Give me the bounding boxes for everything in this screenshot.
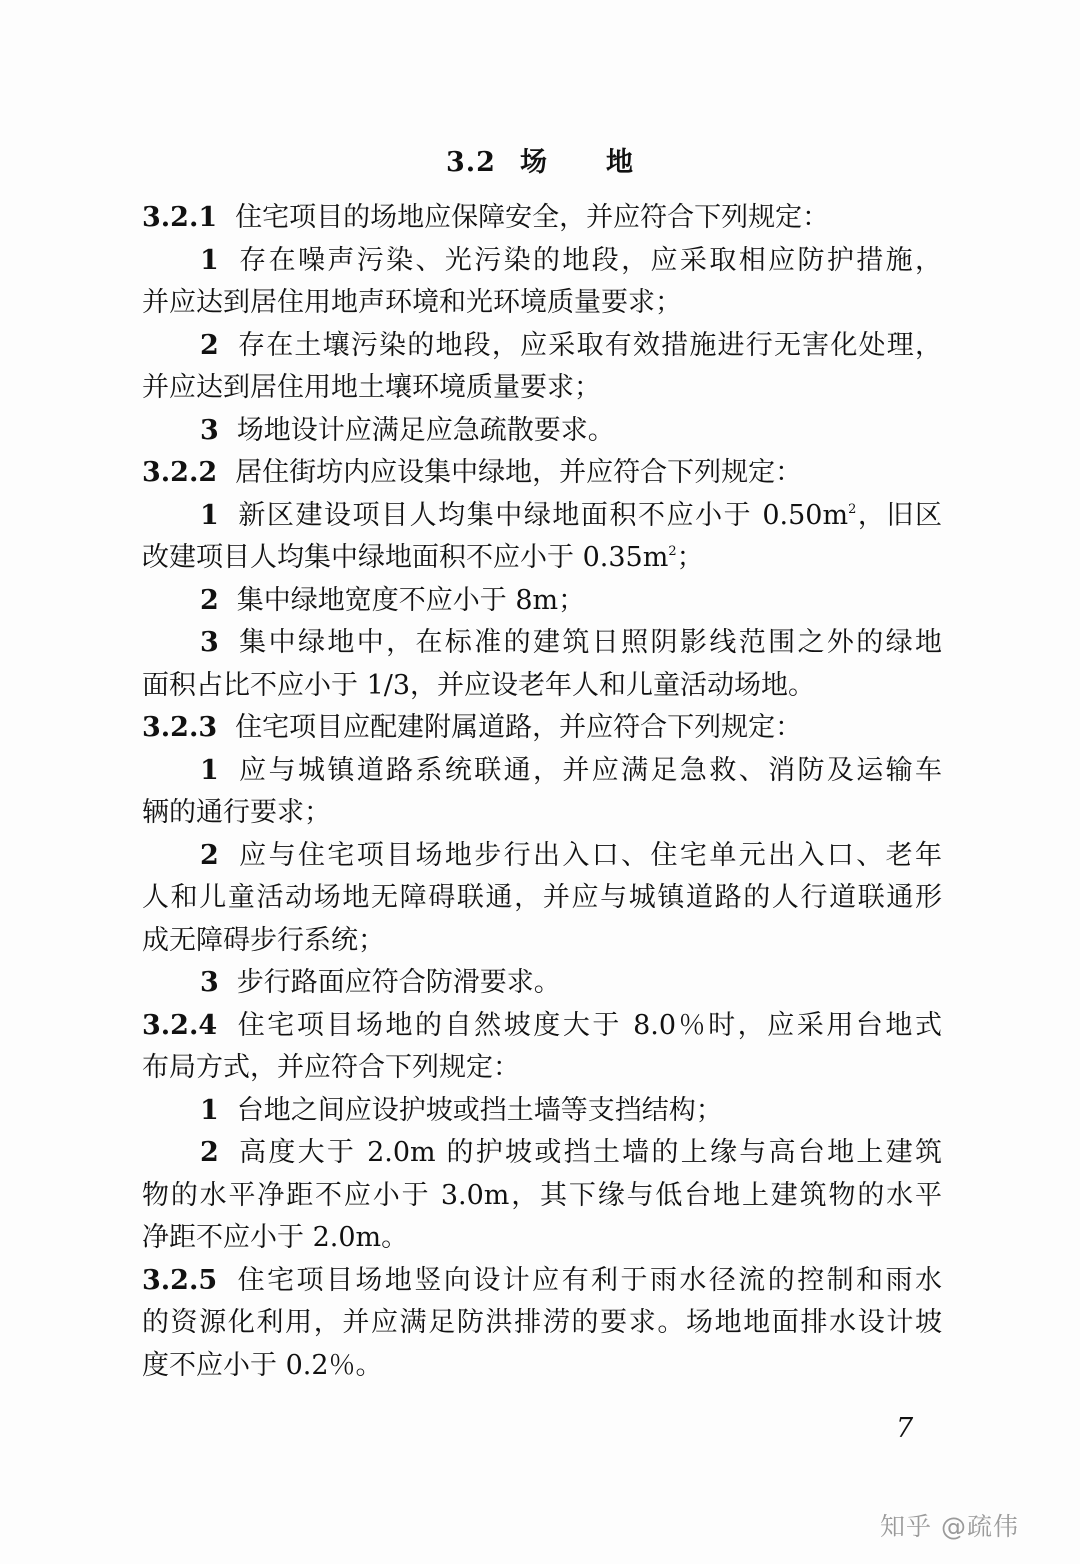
clause-number: 3.2.1 [142,202,218,233]
item-number: 3 [200,967,219,998]
item-line [142,325,942,368]
clause-3-2-3 [142,707,942,750]
item-line [142,495,942,538]
line-text: 的资源化利用，并应满足防洪排涝的要求。场地地面排水设计坡 [142,1307,942,1338]
continuation-line [142,877,942,920]
clause-text: 住宅项目场地竖向设计应有利于雨水径流的控制和雨水 [235,1264,942,1296]
line-text: 物的水平净距不应小于 3.0m，其下缘与低台地上建筑物的水平 [142,1179,942,1211]
line-text: 净距不应小于 2.0m。 [142,1222,409,1253]
continuation-line [142,1047,942,1090]
clause-number: 3.2.2 [142,457,218,488]
item-line [142,240,942,283]
item-text: 台地之间应设护坡或挡土墙等支挡结构； [236,1094,723,1126]
item-line [142,1132,942,1175]
clause-3-2-5 [142,1260,942,1303]
item-number: 3 [200,414,219,446]
line-text: 辆的通行要求； [142,797,331,828]
section-body [142,197,942,1387]
clause-number: 3.2.5 [142,1264,218,1296]
continuation-line [142,1175,942,1218]
continuation-line [142,1345,942,1388]
section-title-char-2: 地 [605,147,634,178]
line-text: 度不应小于 0.2％。 [142,1349,383,1381]
superscript: 2 [668,544,677,559]
item-line [142,962,942,1005]
page-number: 7 [896,1413,914,1444]
item-text: 步行路面应符合防滑要求。 [236,967,561,998]
line-text: 改建项目人均集中绿地面积不应小于 0.35m [142,542,669,573]
item-number: 2 [200,1137,219,1168]
item-number: 1 [200,754,219,786]
clause-number: 3.2.4 [142,1009,218,1041]
item-number: 2 [200,584,219,616]
item-number: 1 [200,499,219,531]
item-line [142,622,942,665]
item-text: 应与住宅项目场地步行出入口、住宅单元出入口、老年 [236,839,942,871]
line-text: 面积占比不应小于 1/3，并应设老年人和儿童活动场地。 [142,669,816,701]
item-line [142,1090,942,1133]
section-title-char-1: 场 [519,147,548,178]
clause-3-2-1 [142,197,942,240]
clause-3-2-2 [142,452,942,495]
item-number: 2 [200,329,219,361]
superscript: 2 [848,501,857,517]
continuation-line [142,282,942,325]
line-text: 人和儿童活动场地无障碍联通，并应与城镇道路的人行道联通形 [142,882,942,913]
clause-text: 住宅项目场地的自然坡度大于 8.0％时，应采用台地式 [235,1009,942,1041]
item-line [142,580,942,623]
item-text-tail: ，旧区 [856,499,943,531]
item-text: 集中绿地中，在标准的建筑日照阴影线范围之外的绿地 [236,627,942,658]
clause-text: 住宅项目应配建附属道路，并应符合下列规定： [235,712,803,743]
line-text: 并应达到居住用地声环境和光环境质量要求； [142,287,682,318]
continuation-line [142,1217,942,1260]
section-number: 3.2 [446,147,496,178]
item-text: 场地设计应满足应急疏散要求。 [236,414,615,446]
item-number: 1 [200,244,219,276]
item-text: 存在土壤污染的地段，应采取有效措施进行无害化处理， [236,329,942,361]
item-text: 新区建设项目人均集中绿地面积不应小于 0.50m [236,499,849,531]
continuation-line [142,1302,942,1345]
continuation-line [142,665,942,708]
item-text: 应与城镇道路系统联通，并应满足急救、消防及运输车 [236,754,942,786]
section-title [0,140,1080,179]
item-line [142,410,942,453]
watermark: 知乎 @疏伟 [880,1512,1019,1541]
item-line [142,750,942,793]
clause-3-2-4 [142,1005,942,1048]
item-number: 2 [200,839,219,871]
continuation-line [142,537,942,580]
continuation-line [142,920,942,963]
line-text: 成无障碍步行系统； [142,924,385,956]
item-text: 集中绿地宽度不应小于 8m； [236,584,586,616]
clause-text: 住宅项目的场地应保障安全，并应符合下列规定： [235,202,830,233]
item-number: 1 [200,1094,219,1126]
item-text: 存在噪声污染、光污染的地段，应采取相应防护措施， [236,244,942,276]
continuation-line [142,792,942,835]
clause-text: 居住街坊内应设集中绿地，并应符合下列规定： [235,457,803,488]
clause-number: 3.2.3 [142,712,218,743]
item-line [142,835,942,878]
continuation-line [142,367,942,410]
item-text: 高度大于 2.0m 的护坡或挡土墙的上缘与高台地上建筑 [236,1137,942,1168]
line-text: 并应达到居住用地土壤环境质量要求； [142,372,601,403]
line-text-tail: ； [676,542,704,573]
item-number: 3 [200,627,219,658]
line-text: 布局方式，并应符合下列规定： [142,1052,520,1083]
